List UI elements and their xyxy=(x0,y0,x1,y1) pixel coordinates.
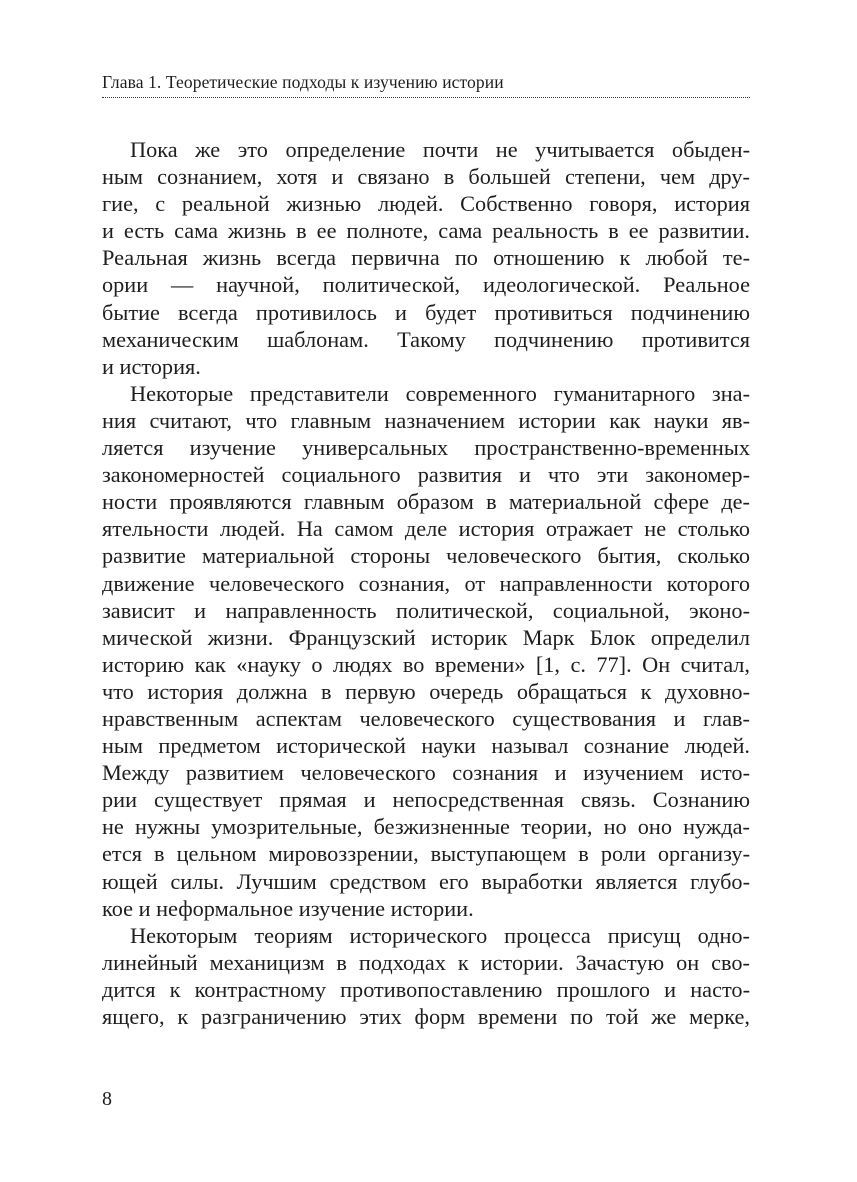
text-line: рии существует прямая и непосредственная связь. Сознанию xyxy=(102,787,750,813)
text-line: мической жизни. Французский историк Марк Блок определил xyxy=(102,624,750,650)
text-line: ности проявляются главным образом в материальной сфере де- xyxy=(102,489,750,515)
text-line: Между развитием человеческого сознания и изучением исто- xyxy=(102,760,750,786)
text-line: и история. xyxy=(102,353,201,379)
text-line: Некоторые представители современного гуманитарного зна- xyxy=(130,380,750,406)
text-line: развитие материальной стороны человеческого бытия, сколько xyxy=(102,543,750,569)
text-line: ятельности людей. На самом деле история отражает не столько xyxy=(102,516,750,542)
text-line: бытие всегда противилось и будет противиться подчинению xyxy=(102,299,750,325)
running-header: Глава 1. Теоретические подходы к изучению истории xyxy=(102,72,504,92)
text-line: ется в цельном мировоззрении, выступающем в роли организу- xyxy=(102,841,750,867)
text-line: Реальная жизнь всегда первична по отношению к любой те- xyxy=(102,245,750,271)
page-number: 8 xyxy=(102,1088,112,1110)
body-text xyxy=(102,136,750,1030)
text-line: кое и неформальное изучение истории. xyxy=(102,895,474,921)
text-line: что история должна в первую очередь обращаться к духовно- xyxy=(102,678,750,704)
text-line: ляется изучение универсальных пространственно-временных xyxy=(102,435,750,461)
text-line: историю как «науку о людях во времени» [1, с. 77]. Он считал, xyxy=(102,651,750,677)
text-line: зависит и направленность политической, социальной, эконо- xyxy=(102,597,750,623)
paragraph xyxy=(102,380,750,922)
text-line: Пока же это определение почти не учитывается обыден- xyxy=(130,137,750,162)
paragraph xyxy=(102,922,750,1030)
text-line: Некоторым теориям исторического процесса присущ одно- xyxy=(130,922,750,948)
text-line: не нужны умозрительные, безжизненные теории, но оно нужда- xyxy=(102,814,750,840)
text-line: движение человеческого сознания, от направленности которого xyxy=(102,570,750,596)
text-line: гие, с реальной жизнью людей. Собственно говоря, история xyxy=(102,191,750,217)
paragraph xyxy=(102,136,750,380)
text-line: ния считают, что главным назначением истории как науки яв- xyxy=(102,407,750,433)
text-line: ющей силы. Лучшим средством его выработки является глубо- xyxy=(102,868,750,894)
text-line: дится к контрастному противопоставлению прошлого и насто- xyxy=(102,976,750,1002)
text-line: ным предметом исторической науки называл сознание людей. xyxy=(102,733,750,759)
header-dotted-rule xyxy=(102,97,750,98)
text-line: и есть сама жизнь в ее полноте, сама реальность в ее развитии. xyxy=(102,218,750,244)
text-line: ящего, к разграничению этих форм времени по той же мерке, xyxy=(102,1004,750,1029)
text-line: механическим шаблонам. Такому подчинению противится xyxy=(102,326,750,352)
text-line: ным сознанием, хотя и связано в большей степени, чем дру- xyxy=(102,164,750,190)
text-line: ории — научной, политической, идеологической. Реальное xyxy=(102,272,750,298)
text-line: закономерностей социального развития и что эти закономер- xyxy=(102,462,750,488)
text-line: нравственным аспектам человеческого существования и глав- xyxy=(102,705,750,731)
text-line: линейный механицизм в подходах к истории. Зачастую он сво- xyxy=(102,949,750,975)
